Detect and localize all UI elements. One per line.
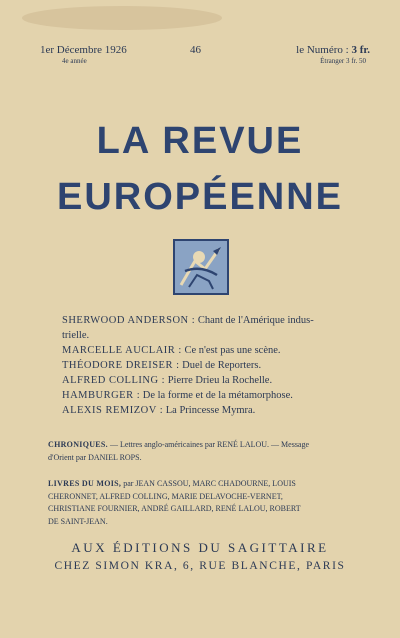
livres-text-1: par JEAN CASSOU, MARC CHADOURNE, LOUIS — [123, 479, 296, 488]
toc-title: Pierre Drieu la Rochelle. — [167, 375, 273, 386]
livres-label: LIVRES DU MOIS, — [48, 479, 122, 488]
publisher-line-2: CHEZ SIMON KRA, 6, RUE BLANCHE, PARIS — [54, 560, 346, 572]
toc-author: MARCELLE AUCLAIR : — [62, 345, 182, 356]
foreign-price: Étranger 3 fr. 50 — [320, 57, 366, 65]
toc-item — [62, 388, 372, 403]
issue-date: 1er Décembre 1926 — [40, 44, 127, 56]
cover-header — [40, 44, 370, 74]
toc-item — [62, 328, 372, 343]
toc-title: La Princesse Mymra. — [165, 405, 256, 416]
publisher-line-1: AUX ÉDITIONS DU SAGITTAIRE — [71, 540, 329, 555]
livres-line — [48, 478, 366, 491]
chroniques-section — [48, 438, 366, 464]
toc-title: Chant de l'Amérique indus- — [197, 315, 314, 326]
chroniques-label: CHRONIQUES. — [48, 440, 108, 449]
livres-text-2: CHERONNET, ALFRED COLLING, MARIE DELAVOCHE-VERNET, — [48, 491, 283, 501]
price-value: 3 fr. — [351, 44, 370, 56]
livres-text-4: DE SAINT-JEAN. — [48, 516, 108, 526]
toc-title: De la forme et de la métamorphose. — [142, 390, 293, 401]
price-label: le Numéro : — [296, 44, 349, 56]
toc-author: HAMBURGER : — [62, 390, 141, 401]
toc-item — [62, 313, 372, 328]
issue-number: 46 — [190, 44, 201, 56]
livres-text-3: CHRISTIANE FOURNIER, ANDRÉ GAILLARD, RENÉ LALOU, ROBERT — [48, 504, 301, 513]
toc-author: ALEXIS REMIZOV : — [62, 405, 164, 416]
livres-section — [48, 478, 366, 528]
paper-stain — [22, 6, 222, 30]
chroniques-line — [48, 438, 366, 451]
toc-item — [62, 373, 372, 388]
toc-author: THÉODORE DREISER : — [62, 360, 180, 371]
toc-title: Duel de Reporters. — [182, 360, 262, 371]
table-of-contents — [62, 313, 372, 418]
toc-author: ALFRED COLLING : — [62, 375, 166, 386]
year-note: 4e année — [62, 57, 87, 65]
sagittaire-emblem-icon — [173, 239, 229, 295]
price — [296, 44, 370, 56]
toc-item — [62, 403, 372, 418]
chroniques-text-2: d'Orient par DANIEL ROPS. — [48, 453, 142, 462]
toc-item — [62, 358, 372, 373]
toc-title: trielle. — [62, 330, 90, 341]
toc-title: Ce n'est pas une scène. — [184, 345, 281, 356]
chroniques-text-1: — Lettres anglo-américaines par RENÉ LALOU. — Message — [109, 440, 310, 449]
title-line-1: LA REVUE — [96, 120, 304, 162]
toc-item — [62, 343, 372, 358]
magazine-title — [0, 113, 400, 225]
title-line-2: EUROPÉENNE — [56, 176, 344, 218]
toc-author: SHERWOOD ANDERSON : — [62, 315, 196, 326]
